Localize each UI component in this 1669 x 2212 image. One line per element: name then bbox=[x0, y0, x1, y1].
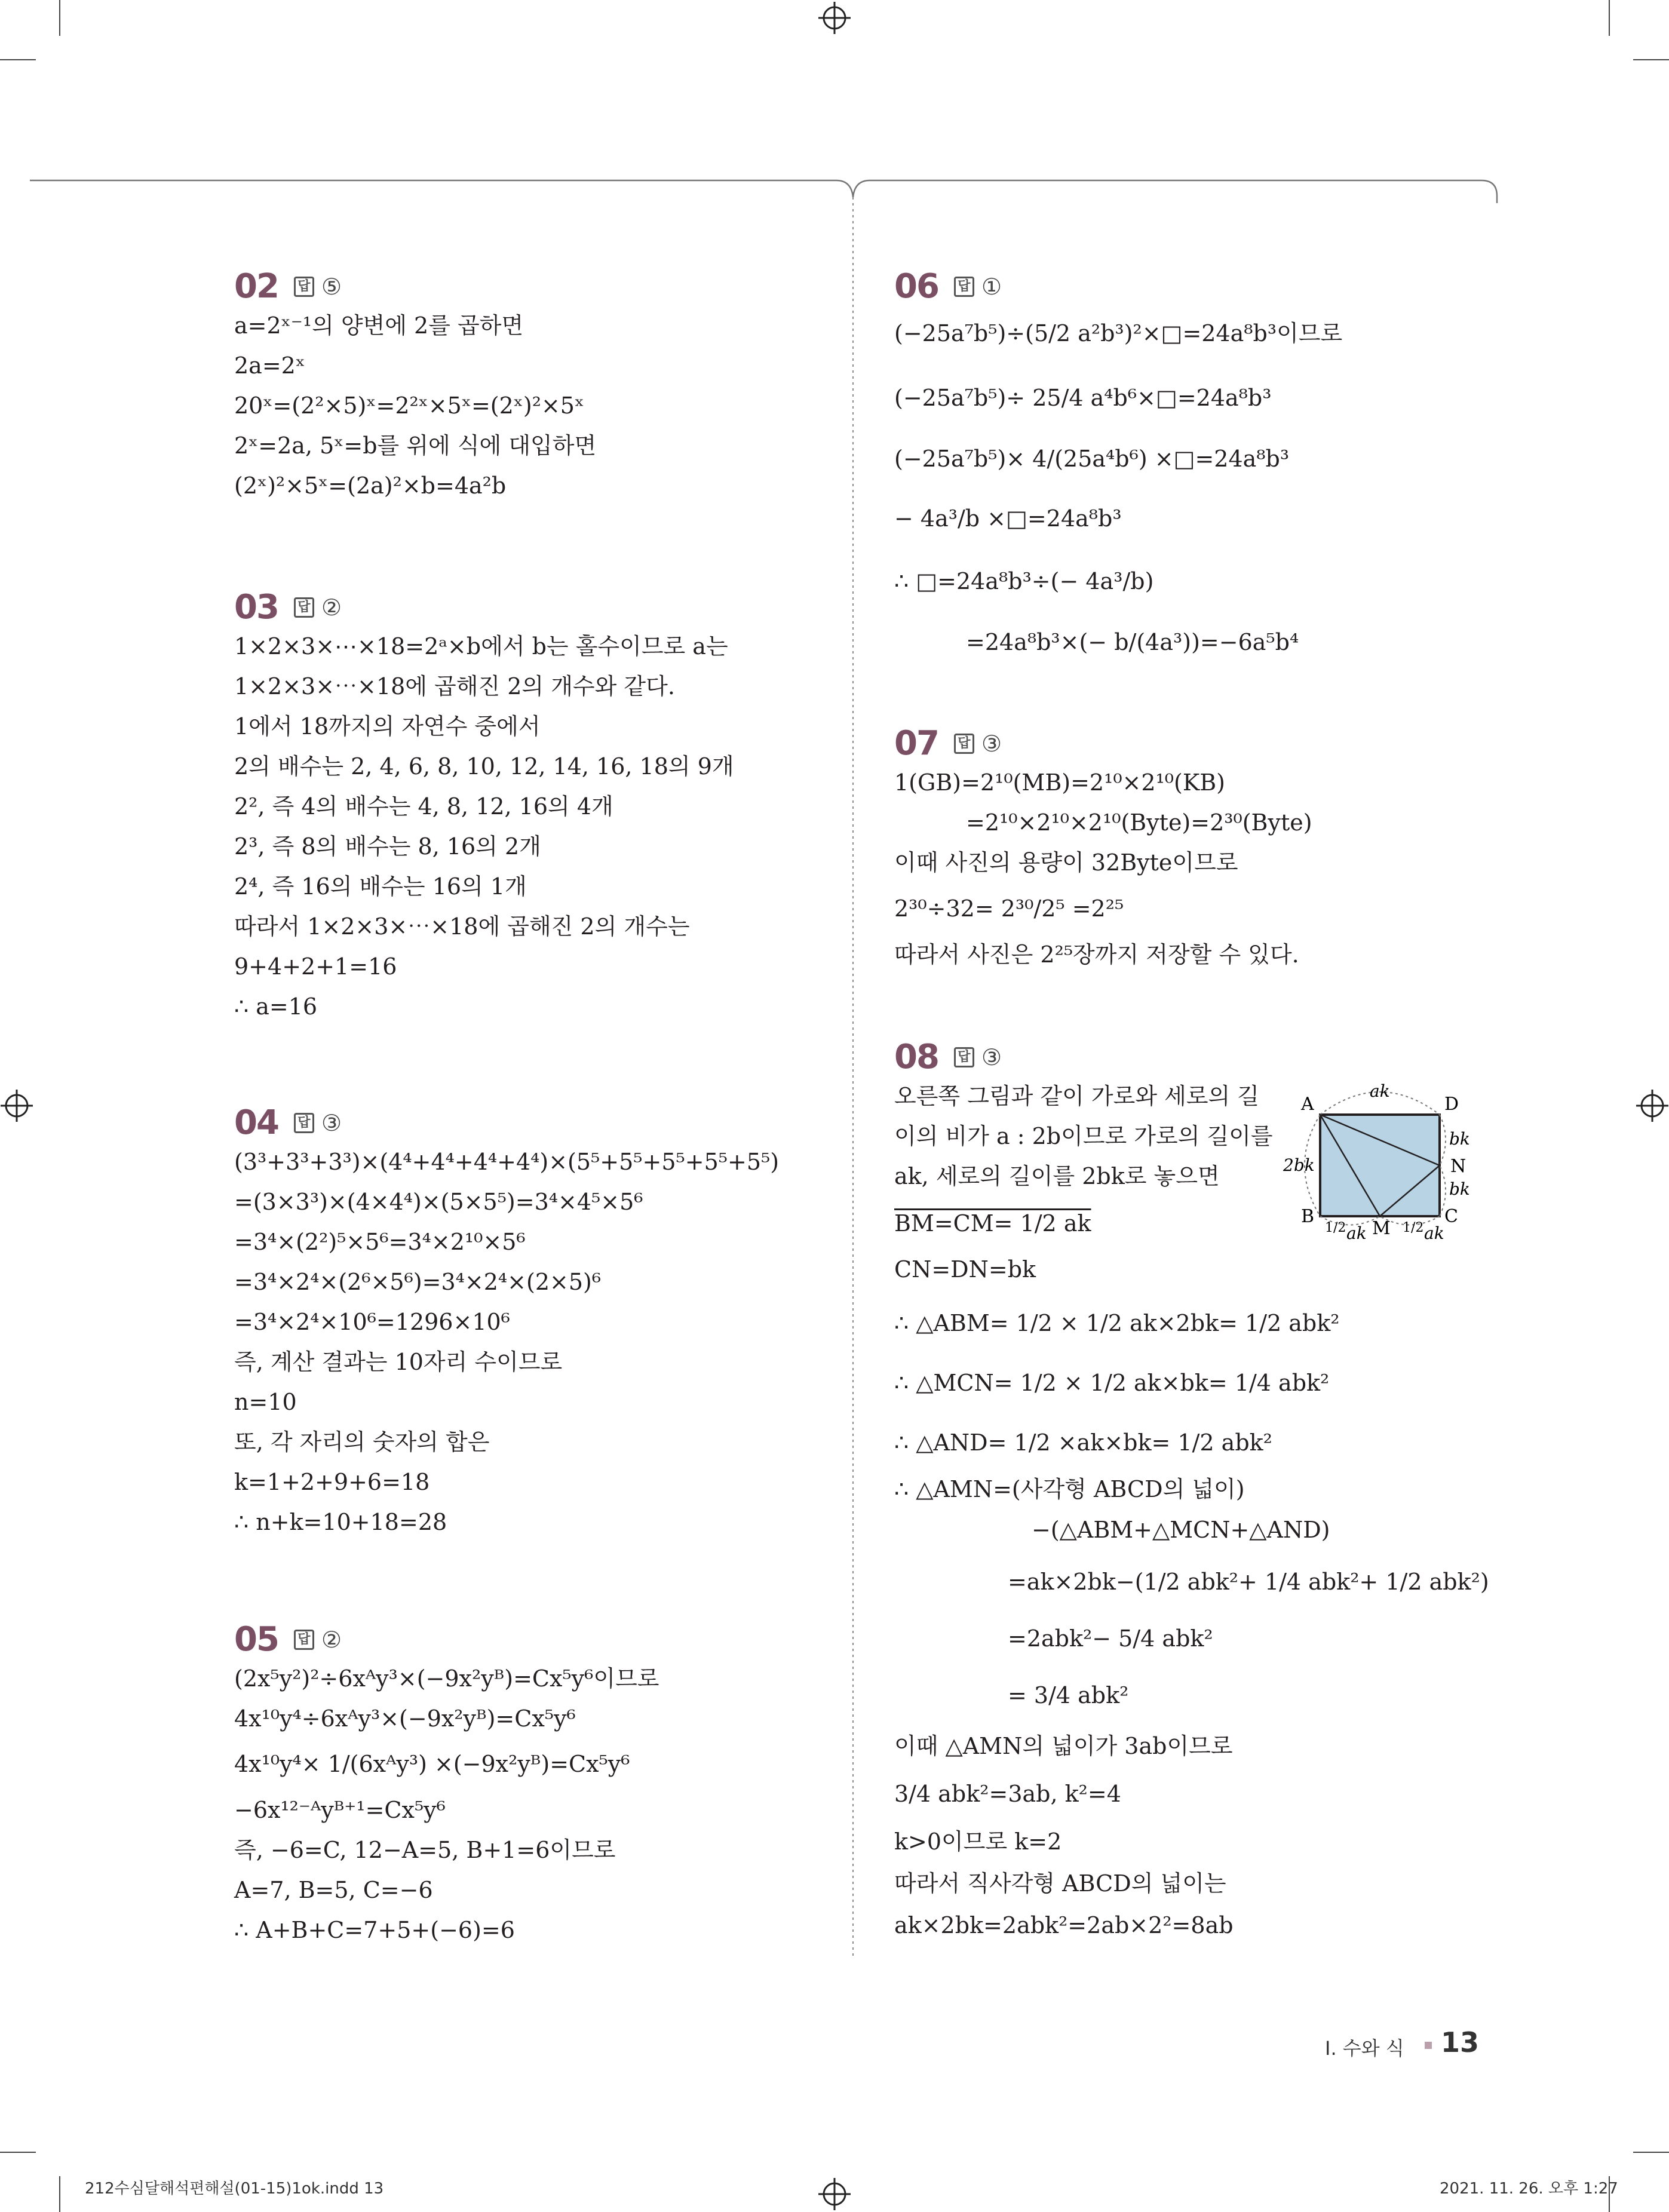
bottom-fraction-right: 1/2 bbox=[1403, 1220, 1424, 1235]
answer-mark-icon: 답 bbox=[954, 734, 974, 754]
solution-line: =2abk²− 5/4 abk² bbox=[1008, 1625, 1213, 1652]
problem-number: 03 bbox=[234, 588, 278, 627]
solution-line: (−25a⁷b⁵)× 4/(25a⁴b⁶) ×□=24a⁸b³ bbox=[894, 446, 1290, 472]
solution-line: 4x¹⁰y⁴÷6xᴬy³×(−9x²yᴮ)=Cx⁵y⁶ bbox=[234, 1705, 576, 1732]
solution-line: 2a=2ˣ bbox=[234, 352, 305, 379]
solution-line: 1×2×3×⋯×18=2ᵃ×b에서 b는 홀수이므로 a는 bbox=[234, 633, 728, 659]
solution-line: −6x¹²⁻ᴬyᴮ⁺¹=Cx⁵y⁶ bbox=[234, 1797, 446, 1823]
point-n-label: N bbox=[1450, 1156, 1466, 1177]
answer-choice: ① bbox=[981, 274, 1002, 300]
solution-line: 오른쪽 그림과 같이 가로와 세로의 길 bbox=[894, 1083, 1260, 1109]
solution-line: CN=DN=bk bbox=[894, 1256, 1036, 1283]
registration-mark-top bbox=[818, 2, 851, 34]
solution-line: 4x¹⁰y⁴× 1/(6xᴬy³) ×(−9x²yᴮ)=Cx⁵y⁶ bbox=[234, 1751, 630, 1777]
right-dimension-label-upper: bk bbox=[1449, 1129, 1470, 1149]
solution-line: ∴ a=16 bbox=[234, 993, 318, 1020]
solution-line: =3⁴×(2²)⁵×5⁶=3⁴×2¹⁰×5⁶ bbox=[234, 1229, 526, 1255]
vertex-d-label: D bbox=[1444, 1094, 1459, 1115]
answer-choice: ③ bbox=[321, 1110, 342, 1136]
solution-line: (−25a⁷b⁵)÷(5/2 a²b³)²×□=24a⁸b³이므로 bbox=[894, 320, 1343, 346]
answer-mark-icon: 답 bbox=[294, 597, 314, 618]
solution-line: =ak×2bk−(1/2 abk²+ 1/4 abk²+ 1/2 abk²) bbox=[1008, 1569, 1489, 1595]
problem-number: 08 bbox=[894, 1038, 938, 1076]
answer-choice: ② bbox=[321, 594, 342, 621]
solution-line: 2⁴, 즉 16의 배수는 16의 1개 bbox=[234, 873, 527, 900]
solution-line: 이때 사진의 용량이 32Byte이므로 bbox=[894, 849, 1238, 876]
solution-line: ∴ □=24a⁸b³÷(− 4a³/b) bbox=[894, 568, 1154, 594]
solution-line: 이때 △AMN의 넓이가 3ab이므로 bbox=[894, 1733, 1233, 1759]
solution-line: = 3/4 abk² bbox=[1008, 1682, 1129, 1708]
solution-line: 즉, 계산 결과는 10자리 수이므로 bbox=[234, 1349, 563, 1375]
solution-line: 1에서 18까지의 자연수 중에서 bbox=[234, 713, 541, 740]
solution-line: ∴ △MCN= 1/2 × 1/2 ak×bk= 1/4 abk² bbox=[894, 1370, 1330, 1396]
rectangle-figure bbox=[1283, 1075, 1474, 1248]
vertex-b-label: B bbox=[1301, 1206, 1315, 1227]
answer-mark-icon: 답 bbox=[954, 277, 974, 297]
solution-line: 2², 즉 4의 배수는 4, 8, 12, 16의 4개 bbox=[234, 793, 613, 820]
solution-line: =24a⁸b³×(− b/(4a³))=−6a⁵b⁴ bbox=[966, 629, 1299, 655]
answer-mark-icon: 답 bbox=[294, 277, 314, 297]
answer-choice: ② bbox=[321, 1627, 342, 1653]
bottom-dimension-left: ak bbox=[1346, 1223, 1367, 1243]
solution-line: 1(GB)=2¹⁰(MB)=2¹⁰×2¹⁰(KB) bbox=[894, 769, 1226, 796]
solution-line: =2¹⁰×2¹⁰×2¹⁰(Byte)=2³⁰(Byte) bbox=[966, 809, 1312, 836]
solution-line: − 4a³/b ×□=24a⁸b³ bbox=[894, 505, 1122, 532]
solution-line: ∴ △ABM= 1/2 × 1/2 ak×2bk= 1/2 abk² bbox=[894, 1310, 1340, 1336]
solution-line: 즉, −6=C, 12−A=5, B+1=6이므로 bbox=[234, 1837, 616, 1863]
answer-mark-icon: 답 bbox=[294, 1113, 314, 1133]
solution-line: ∴ A+B+C=7+5+(−6)=6 bbox=[234, 1917, 515, 1943]
problem-03-header bbox=[234, 584, 342, 631]
answer-mark-icon: 답 bbox=[954, 1047, 974, 1067]
solution-line: 또, 각 자리의 숫자의 합은 bbox=[234, 1429, 490, 1455]
footer-separator-square bbox=[1425, 2042, 1432, 2049]
answer-mark-icon: 답 bbox=[294, 1630, 314, 1650]
solution-line: (−25a⁷b⁵)÷ 25/4 a⁴b⁶×□=24a⁸b³ bbox=[894, 385, 1272, 411]
solution-line: 2의 배수는 2, 4, 6, 8, 10, 12, 14, 16, 18의 9개 bbox=[234, 753, 734, 780]
print-slug-date: 2021. 11. 26. 오후 1:27 bbox=[1440, 2180, 1618, 2198]
problem-number: 05 bbox=[234, 1620, 278, 1659]
solution-line: k=1+2+9+6=18 bbox=[234, 1469, 430, 1495]
solution-line: =3⁴×2⁴×10⁶=1296×10⁶ bbox=[234, 1309, 510, 1335]
solution-line: 2ˣ=2a, 5ˣ=b를 위에 식에 대입하면 bbox=[234, 432, 597, 459]
problem-number: 04 bbox=[234, 1103, 278, 1142]
problem-02-header bbox=[234, 263, 342, 311]
answer-choice: ③ bbox=[981, 731, 1002, 757]
bottom-fraction-left: 1/2 bbox=[1325, 1220, 1346, 1235]
solution-line: 2³⁰÷32= 2³⁰/2⁵ =2²⁵ bbox=[894, 895, 1124, 922]
problem-number: 02 bbox=[234, 267, 278, 306]
print-slug-filename: 212수심달해석편해설(01-15)1ok.indd 13 bbox=[85, 2180, 384, 2198]
solution-line: (3³+3³+3³)×(4⁴+4⁴+4⁴+4⁴)×(5⁵+5⁵+5⁵+5⁵+5⁵) bbox=[234, 1149, 780, 1175]
solution-line: −(△ABM+△MCN+△AND) bbox=[1032, 1517, 1330, 1543]
solution-line: ∴ △AND= 1/2 ×ak×bk= 1/2 abk² bbox=[894, 1429, 1272, 1456]
solution-line: 2³, 즉 8의 배수는 8, 16의 2개 bbox=[234, 833, 541, 860]
solution-line: A=7, B=5, C=−6 bbox=[234, 1877, 433, 1903]
solution-line: ∴ n+k=10+18=28 bbox=[234, 1509, 447, 1535]
vertex-a-label: A bbox=[1301, 1094, 1314, 1115]
vertex-c-label: C bbox=[1444, 1206, 1458, 1227]
solution-line: ak, 세로의 길이를 2bk로 놓으면 bbox=[894, 1163, 1220, 1189]
solution-line: (2x⁵y²)²÷6xᴬy³×(−9x²yᴮ)=Cx⁵y⁶이므로 bbox=[234, 1665, 659, 1692]
answer-choice: ⑤ bbox=[321, 274, 342, 300]
right-dimension-label-lower: bk bbox=[1449, 1179, 1470, 1199]
problem-05-header bbox=[234, 1616, 342, 1664]
top-dimension-label: ak bbox=[1370, 1081, 1390, 1101]
point-m-label: M bbox=[1372, 1218, 1391, 1239]
solution-line: 20ˣ=(2²×5)ˣ=2²ˣ×5ˣ=(2ˣ)²×5ˣ bbox=[234, 392, 585, 419]
page-number: 13 bbox=[1441, 2026, 1480, 2058]
solution-line: 9+4+2+1=16 bbox=[234, 953, 397, 980]
solution-line: 따라서 사진은 2²⁵장까지 저장할 수 있다. bbox=[894, 941, 1299, 968]
bottom-dimension-right: ak bbox=[1424, 1223, 1444, 1243]
problem-06-header bbox=[894, 263, 1002, 311]
solution-line: a=2ˣ⁻¹의 양변에 2를 곱하면 bbox=[234, 312, 524, 339]
chapter-title: Ⅰ. 수와 식 bbox=[1325, 2037, 1404, 2060]
solution-line: k>0이므로 k=2 bbox=[894, 1828, 1062, 1855]
solution-line: n=10 bbox=[234, 1389, 297, 1415]
solution-line: ∴ △AMN=(사각형 ABCD의 넓이) bbox=[894, 1476, 1245, 1502]
problem-number: 07 bbox=[894, 724, 938, 763]
solution-line: 따라서 1×2×3×⋯×18에 곱해진 2의 개수는 bbox=[234, 913, 690, 940]
registration-mark-right bbox=[1636, 1090, 1668, 1122]
solution-line: ak×2bk=2abk²=2ab×2²=8ab bbox=[894, 1912, 1234, 1938]
header-rule bbox=[30, 180, 1497, 203]
problem-08-header bbox=[894, 1033, 1002, 1081]
registration-mark-bottom bbox=[818, 2178, 851, 2210]
problem-number: 06 bbox=[894, 267, 938, 306]
left-dimension-label: 2bk bbox=[1283, 1155, 1315, 1175]
figure-rectangle-fill bbox=[1320, 1115, 1440, 1216]
solution-line: 따라서 직사각형 ABCD의 넓이는 bbox=[894, 1870, 1226, 1897]
solution-line: BM=CM= 1/2 ak bbox=[894, 1210, 1091, 1237]
solution-line: =(3×3³)×(4×4⁴)×(5×5⁵)=3⁴×4⁵×5⁶ bbox=[234, 1189, 643, 1215]
problem-04-header bbox=[234, 1099, 342, 1147]
solution-line: (2ˣ)²×5ˣ=(2a)²×b=4a²b bbox=[234, 473, 507, 499]
registration-mark-left bbox=[1, 1090, 33, 1122]
problem-07-header bbox=[894, 720, 1002, 768]
solution-line: 3/4 abk²=3ab, k²=4 bbox=[894, 1781, 1121, 1807]
solution-line: =3⁴×2⁴×(2⁶×5⁶)=3⁴×2⁴×(2×5)⁶ bbox=[234, 1269, 602, 1295]
answer-choice: ③ bbox=[981, 1044, 1002, 1070]
solution-line: 1×2×3×⋯×18에 곱해진 2의 개수와 같다. bbox=[234, 673, 675, 700]
solution-line: 이의 비가 a : 2b이므로 가로의 길이를 bbox=[894, 1123, 1273, 1149]
